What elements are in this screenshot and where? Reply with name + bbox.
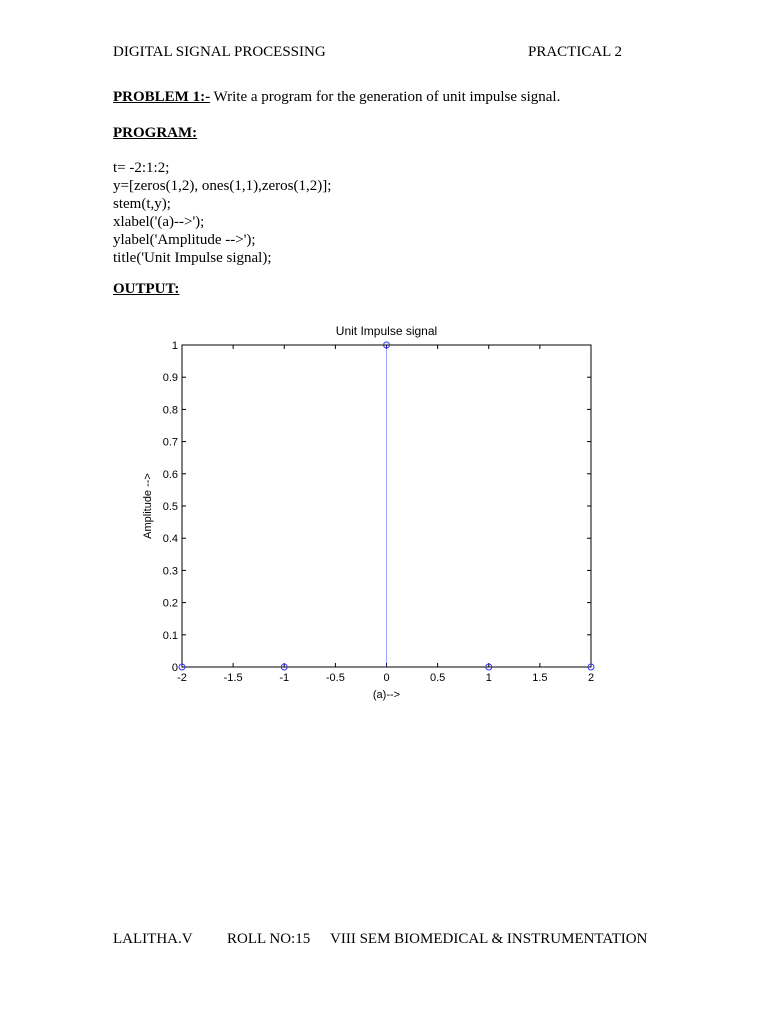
y-tick-label: 0	[171, 662, 178, 674]
footer-roll-number: ROLL NO:15	[227, 931, 311, 947]
x-tick-label: 1	[485, 672, 492, 684]
program-heading: PROGRAM:	[113, 125, 198, 141]
y-tick-label: 1	[171, 340, 178, 352]
code-line: ylabel('Amplitude -->');	[113, 232, 256, 248]
y-tick-label: 0.6	[162, 468, 178, 481]
y-axis-label: Amplitude -->	[142, 473, 154, 539]
y-tick-label: 0.3	[162, 565, 178, 578]
x-tick-label: 0	[383, 672, 390, 684]
y-tick-label: 0.7	[162, 436, 178, 449]
header-practical: PRACTICAL 2	[528, 44, 623, 60]
x-tick-label: 1.5	[532, 672, 548, 684]
x-tick-label: -2	[177, 672, 187, 684]
code-line: title('Unit Impulse signal);	[113, 250, 272, 266]
code-line: stem(t,y);	[113, 196, 171, 212]
x-tick-label: 2	[587, 672, 595, 684]
output-heading: OUTPUT:	[113, 281, 180, 297]
x-tick-label: 0.5	[429, 672, 446, 684]
code-line: y=[zeros(1,2), ones(1,1),zeros(1,2)];	[113, 178, 332, 194]
x-tick-label: -0.5	[325, 672, 345, 684]
y-tick-label: 0.2	[162, 597, 178, 610]
x-tick-label: -1.5	[223, 672, 243, 684]
x-axis-label: (a)-->	[372, 689, 401, 701]
y-tick-label: 0.8	[162, 404, 178, 417]
chart-title: Unit Impulse signal	[335, 324, 438, 338]
x-tick-label: -1	[279, 672, 290, 684]
footer-course: VIII SEM BIOMEDICAL & INSTRUMENTATION	[330, 931, 648, 947]
footer-student-name: LALITHA.V	[113, 931, 193, 947]
header-subject: DIGITAL SIGNAL PROCESSING	[113, 44, 326, 60]
y-tick-label: 0.9	[162, 372, 178, 385]
code-line: t= -2:1:2;	[113, 160, 170, 176]
problem-text: Write a program for the generation of unit impulse signal.	[210, 89, 561, 105]
y-tick-label: 0.5	[162, 501, 178, 513]
code-line: xlabel('(a)-->');	[113, 214, 205, 230]
problem-label: PROBLEM 1:-	[113, 89, 211, 105]
y-tick-label: 0.1	[162, 629, 178, 642]
y-tick-label: 0.4	[162, 533, 178, 546]
